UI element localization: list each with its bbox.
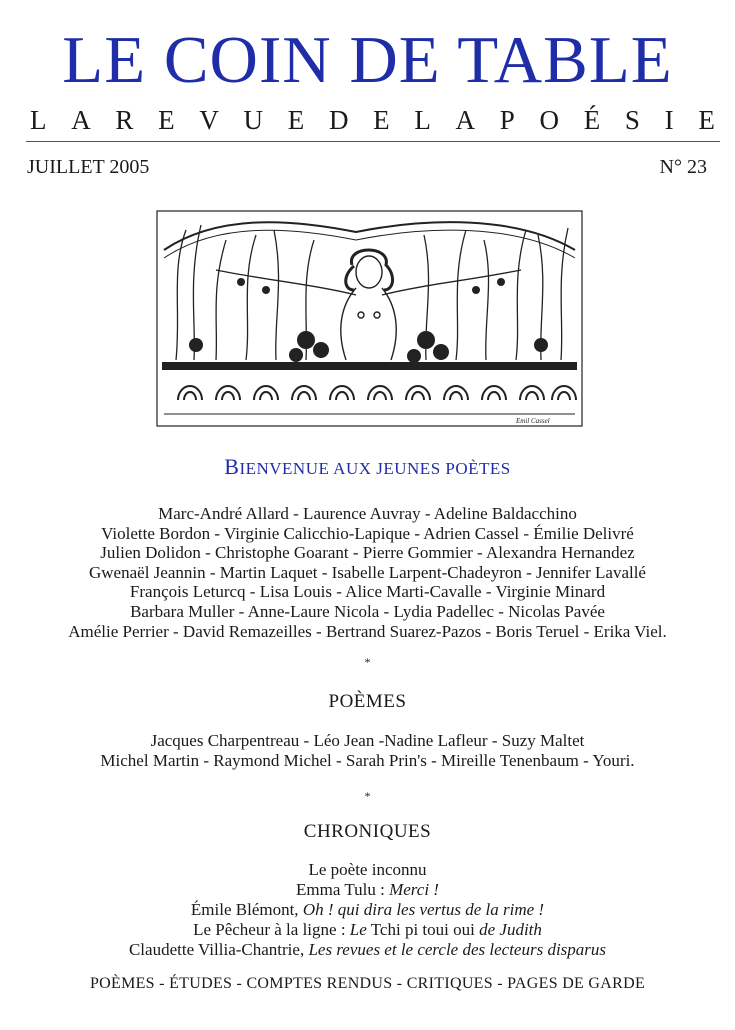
young-poets-line: Barbara Muller - Anne-Laure Nicola - Lydia Padellec - Nicolas Pavée	[130, 601, 605, 621]
subtitle-letter: E	[373, 105, 390, 135]
magazine-subtitle	[30, 104, 715, 136]
subtitle-letter: E	[698, 105, 715, 135]
young-poets-line: Amélie Perrier - David Remazeilles - Bertrand Suarez-Pazos - Boris Teruel - Erika Viel.	[68, 621, 667, 641]
chronique-entry: Emma Tulu : Merci !	[296, 880, 439, 899]
young-poets-line: Marc-André Allard - Laurence Auvray - Adeline Baldacchino	[158, 504, 577, 523]
chroniques-title: CHRONIQUES	[303, 821, 432, 842]
subtitle-letter: L	[30, 105, 47, 135]
welcome-title: BIENVENUE AUX JEUNES POÈTES	[224, 454, 511, 479]
chronique-entry: Le poète inconnu	[308, 860, 427, 879]
chroniques-list	[0, 860, 735, 960]
poemes-authors	[0, 731, 735, 771]
magazine-title: LE COIN DE TABLE	[62, 23, 673, 97]
young-poets-line: Gwenaël Jeannin - Martin Laquet - Isabelle Larpent-Chadeyron - Jennifer Lavallé	[89, 562, 646, 582]
contents-footer: POÈMES - ÉTUDES - COMPTES RENDUS - CRITIQUES - PAGES DE GARDE	[89, 975, 646, 992]
subtitle-letter: L	[414, 105, 431, 135]
subtitle-letter: É	[583, 105, 601, 135]
subtitle-letter: P	[499, 105, 515, 135]
subtitle-letter: R	[115, 105, 134, 135]
subtitle-letter: A	[71, 105, 91, 135]
young-poets-list	[0, 504, 735, 641]
section-separator: *	[364, 655, 371, 669]
chronique-entry: Émile Blémont, Oh ! qui dira les vertus de la rime !	[190, 900, 545, 919]
subtitle-letter: A	[455, 105, 476, 135]
issue-number: N° 23	[659, 156, 707, 178]
young-poets-line: François Leturcq - Lisa Louis - Alice Marti-Cavalle - Virginie Minard	[129, 582, 606, 602]
header-divider	[26, 141, 720, 142]
poemes-title: POÈMES	[328, 691, 407, 712]
subtitle-letter: E	[158, 105, 175, 135]
subtitle-letter: I	[664, 105, 674, 135]
subtitle-letter: S	[624, 105, 640, 135]
poemes-line: Jacques Charpentreau - Léo Jean -Nadine Lafleur - Suzy Maltet	[150, 731, 585, 750]
artist-signature: Emil Cassel	[516, 417, 550, 425]
art-nouveau-illustration	[156, 210, 583, 427]
young-poets-line: Julien Dolidon - Christophe Goarant - Pierre Gommier - Alexandra Hernandez	[100, 543, 635, 563]
chronique-entry: Le Pêcheur à la ligne : Le Tchi pi toui oui de Judith	[193, 920, 542, 939]
subtitle-letter: E	[287, 105, 305, 135]
young-poets-line: Violette Bordon - Virginie Calicchio-Lapique - Adrien Cassel - Émilie Delivré	[101, 523, 634, 543]
subtitle-letter: O	[539, 105, 559, 135]
issue-date: JUILLET 2005	[27, 156, 150, 178]
subtitle-letter: D	[328, 105, 349, 135]
poemes-line: Michel Martin - Raymond Michel - Sarah Prin's - Mireille Tenenbaum - Youri.	[100, 751, 635, 770]
subtitle-letter: U	[243, 105, 264, 135]
section-separator: *	[364, 789, 371, 803]
subtitle-letter: V	[199, 105, 219, 135]
chronique-entry: Claudette Villia-Chantrie, Les revues et le cercle des lecteurs disparus	[128, 940, 607, 959]
